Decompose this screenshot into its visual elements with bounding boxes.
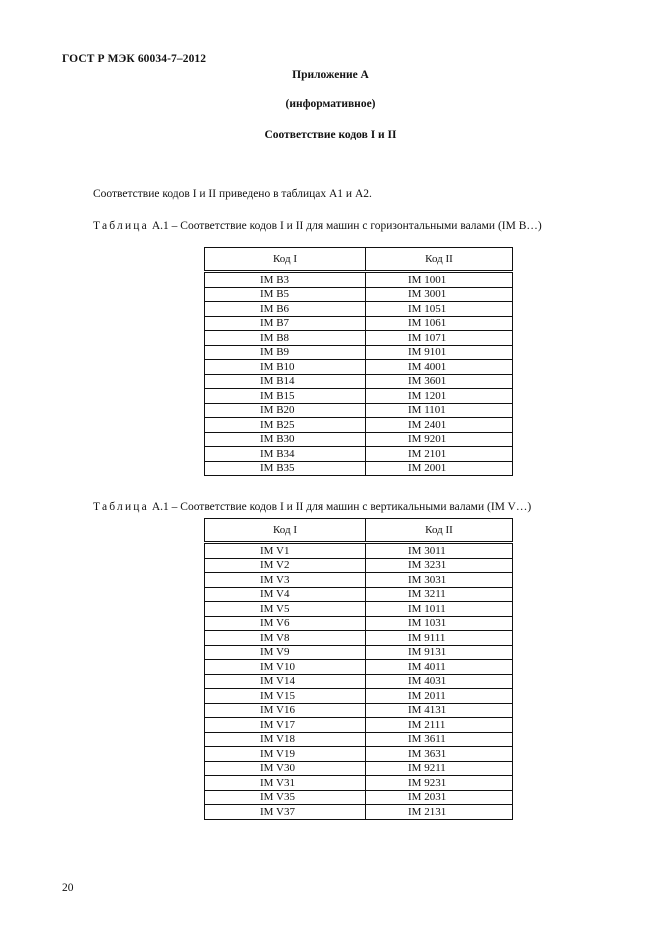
code1-cell: IM B5 — [205, 287, 366, 302]
table-row — [205, 645, 513, 660]
code2-cell: IM 4011 — [366, 660, 513, 675]
code2-cell: IM 1001 — [366, 272, 513, 288]
table-row — [205, 689, 513, 704]
document-header: ГОСТ Р МЭК 60034-7–2012 — [62, 53, 207, 65]
table2-caption — [93, 501, 531, 513]
table1-caption — [93, 220, 542, 232]
code1-cell: IM V19 — [205, 747, 366, 762]
code2-cell: IM 3011 — [366, 543, 513, 559]
code2-cell: IM 9201 — [366, 432, 513, 447]
table1-caption-text: А.1 – Соответствие кодов I и II для машин с горизонтальными валами (IM B…) — [148, 220, 542, 232]
code1-cell: IM B25 — [205, 418, 366, 433]
code1-cell: IM V17 — [205, 718, 366, 733]
code1-cell: IM V5 — [205, 602, 366, 617]
code1-cell: IM V30 — [205, 761, 366, 776]
table-row — [205, 573, 513, 588]
table-row — [205, 616, 513, 631]
table-row — [205, 432, 513, 447]
code2-cell: IM 3211 — [366, 587, 513, 602]
table1-caption-word: Таблица — [93, 220, 149, 232]
table2-header-code1: Код I — [205, 519, 366, 543]
code2-cell: IM 4001 — [366, 360, 513, 375]
code1-cell: IM B15 — [205, 389, 366, 404]
code1-cell: IM V18 — [205, 732, 366, 747]
code2-cell: IM 3001 — [366, 287, 513, 302]
table1-header-code2: Код II — [366, 248, 513, 272]
code1-cell: IM V10 — [205, 660, 366, 675]
code2-cell: IM 3031 — [366, 573, 513, 588]
code2-cell: IM 3601 — [366, 374, 513, 389]
code2-cell: IM 2401 — [366, 418, 513, 433]
code2-cell: IM 2131 — [366, 805, 513, 820]
table-row — [205, 272, 513, 288]
code1-cell: IM V15 — [205, 689, 366, 704]
appendix-title: Приложение А — [292, 69, 369, 81]
table-row — [205, 461, 513, 476]
table1-body — [205, 272, 513, 476]
code2-cell: IM 2111 — [366, 718, 513, 733]
table-row — [205, 703, 513, 718]
code1-cell: IM B14 — [205, 374, 366, 389]
code2-cell: IM 1101 — [366, 403, 513, 418]
code1-cell: IM V14 — [205, 674, 366, 689]
code1-cell: IM V16 — [205, 703, 366, 718]
code2-cell: IM 2011 — [366, 689, 513, 704]
table-row — [205, 718, 513, 733]
table-row — [205, 418, 513, 433]
code1-cell: IM B6 — [205, 302, 366, 317]
table-row — [205, 674, 513, 689]
table-row — [205, 316, 513, 331]
code1-cell: IM V9 — [205, 645, 366, 660]
table2-caption-text: А.1 – Соответствие кодов I и II для машин с вертикальными валами (IM V…) — [148, 501, 532, 513]
table-row — [205, 389, 513, 404]
table-row — [205, 747, 513, 762]
table-row — [205, 761, 513, 776]
code1-cell: IM B3 — [205, 272, 366, 288]
table-row — [205, 403, 513, 418]
code1-cell: IM V2 — [205, 558, 366, 573]
code2-cell: IM 3631 — [366, 747, 513, 762]
code1-cell: IM V6 — [205, 616, 366, 631]
code2-cell: IM 1071 — [366, 331, 513, 346]
code2-cell: IM 3611 — [366, 732, 513, 747]
code2-cell: IM 2001 — [366, 461, 513, 476]
table2 — [204, 518, 513, 820]
table-row — [205, 374, 513, 389]
table-row — [205, 660, 513, 675]
intro-paragraph: Соответствие кодов I и II приведено в таблицах А1 и А2. — [93, 188, 372, 200]
code2-cell: IM 9111 — [366, 631, 513, 646]
table-row — [205, 287, 513, 302]
code1-cell: IM B35 — [205, 461, 366, 476]
code1-cell: IM B10 — [205, 360, 366, 375]
table-row — [205, 732, 513, 747]
code1-cell: IM V4 — [205, 587, 366, 602]
table-row — [205, 587, 513, 602]
code1-cell: IM V31 — [205, 776, 366, 791]
code2-cell: IM 1011 — [366, 602, 513, 617]
table1-header-code1: Код I — [205, 248, 366, 272]
code1-cell: IM V37 — [205, 805, 366, 820]
code2-cell: IM 9211 — [366, 761, 513, 776]
code2-cell: IM 9131 — [366, 645, 513, 660]
appendix-heading: Соответствие кодов I и II — [264, 129, 397, 141]
code2-cell: IM 3231 — [366, 558, 513, 573]
table2-header-code2: Код II — [366, 519, 513, 543]
table1 — [204, 247, 513, 476]
table2-caption-word: Таблица — [93, 501, 149, 513]
table-row — [205, 776, 513, 791]
code1-cell: IM V1 — [205, 543, 366, 559]
table-row — [205, 631, 513, 646]
code2-cell: IM 1201 — [366, 389, 513, 404]
table-row — [205, 790, 513, 805]
table-row — [205, 447, 513, 462]
code2-cell: IM 2101 — [366, 447, 513, 462]
appendix-type: (информативное) — [285, 98, 376, 110]
code2-cell: IM 9231 — [366, 776, 513, 791]
code2-cell: IM 1031 — [366, 616, 513, 631]
code2-cell: IM 1061 — [366, 316, 513, 331]
code1-cell: IM B9 — [205, 345, 366, 360]
table-row — [205, 602, 513, 617]
code1-cell: IM B30 — [205, 432, 366, 447]
table-row — [205, 345, 513, 360]
table-row — [205, 331, 513, 346]
table-row — [205, 543, 513, 559]
code1-cell: IM B20 — [205, 403, 366, 418]
table-row — [205, 558, 513, 573]
code2-cell: IM 2031 — [366, 790, 513, 805]
table-row — [205, 805, 513, 820]
code2-cell: IM 9101 — [366, 345, 513, 360]
code1-cell: IM V3 — [205, 573, 366, 588]
code2-cell: IM 1051 — [366, 302, 513, 317]
page-number: 20 — [62, 882, 74, 894]
code1-cell: IM V35 — [205, 790, 366, 805]
code1-cell: IM B7 — [205, 316, 366, 331]
code2-cell: IM 4031 — [366, 674, 513, 689]
table-row — [205, 302, 513, 317]
code1-cell: IM B34 — [205, 447, 366, 462]
code1-cell: IM V8 — [205, 631, 366, 646]
table-row — [205, 360, 513, 375]
table2-body — [205, 543, 513, 820]
code1-cell: IM B8 — [205, 331, 366, 346]
code2-cell: IM 4131 — [366, 703, 513, 718]
